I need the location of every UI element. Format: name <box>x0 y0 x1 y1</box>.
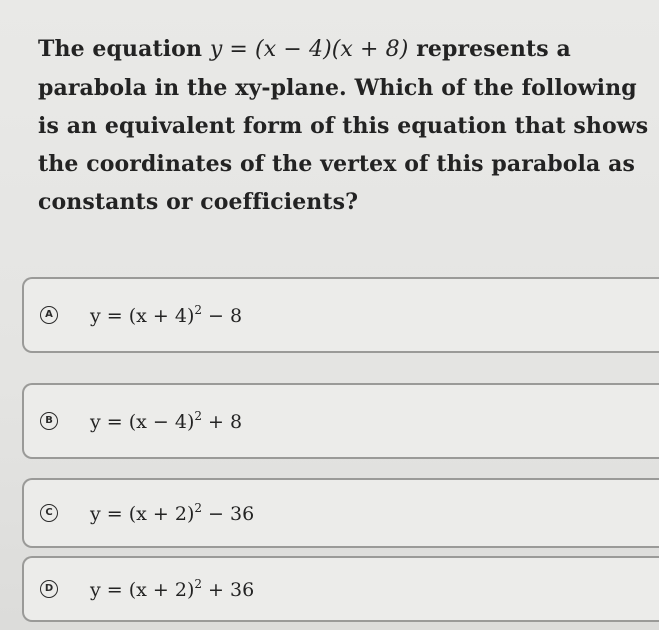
choice-expression-constant: − 8 <box>202 305 243 327</box>
choice-expression-base: y = (x + 4) <box>90 305 195 327</box>
question-line-5: constants or coefficients? <box>38 189 359 215</box>
choice-expression-base: y = (x + 2) <box>90 503 195 525</box>
choice-expression-d <box>90 577 254 601</box>
choice-expression-b <box>90 409 242 433</box>
choice-exponent: 2 <box>194 501 203 515</box>
question-text <box>38 30 649 221</box>
answer-choice-a[interactable] <box>22 277 659 353</box>
question-text-part: represents a <box>416 36 571 62</box>
choice-exponent: 2 <box>194 303 203 317</box>
question-line-1 <box>38 30 638 69</box>
question-text-part: The equation <box>38 36 203 62</box>
choice-letter-c: C <box>40 504 58 522</box>
choice-expression-constant: + 36 <box>202 579 255 601</box>
answer-choice-c[interactable] <box>22 478 659 548</box>
question-line-4: the coordinates of the vertex of this parabola as <box>38 151 635 177</box>
choice-letter-b: B <box>40 412 58 430</box>
choice-expression-constant: − 36 <box>202 503 255 525</box>
question-line-2: parabola in the xy-plane. Which of the following <box>38 75 637 101</box>
answer-choice-b[interactable] <box>22 383 659 459</box>
choice-expression-base: y = (x + 2) <box>90 579 195 601</box>
answer-choice-d[interactable] <box>22 556 659 622</box>
choice-letter-a: A <box>40 306 58 324</box>
choice-letter-d: D <box>40 580 58 598</box>
choice-expression-constant: + 8 <box>202 411 243 433</box>
choice-exponent: 2 <box>194 577 203 591</box>
choice-expression-base: y = (x − 4) <box>90 411 195 433</box>
choice-expression-c <box>90 501 254 525</box>
choice-exponent: 2 <box>194 409 203 423</box>
question-line-3: is an equivalent form of this equation that shows <box>38 113 649 139</box>
choice-expression-a <box>90 303 242 327</box>
question-equation: y = (x − 4)(x + 8) <box>209 37 409 62</box>
